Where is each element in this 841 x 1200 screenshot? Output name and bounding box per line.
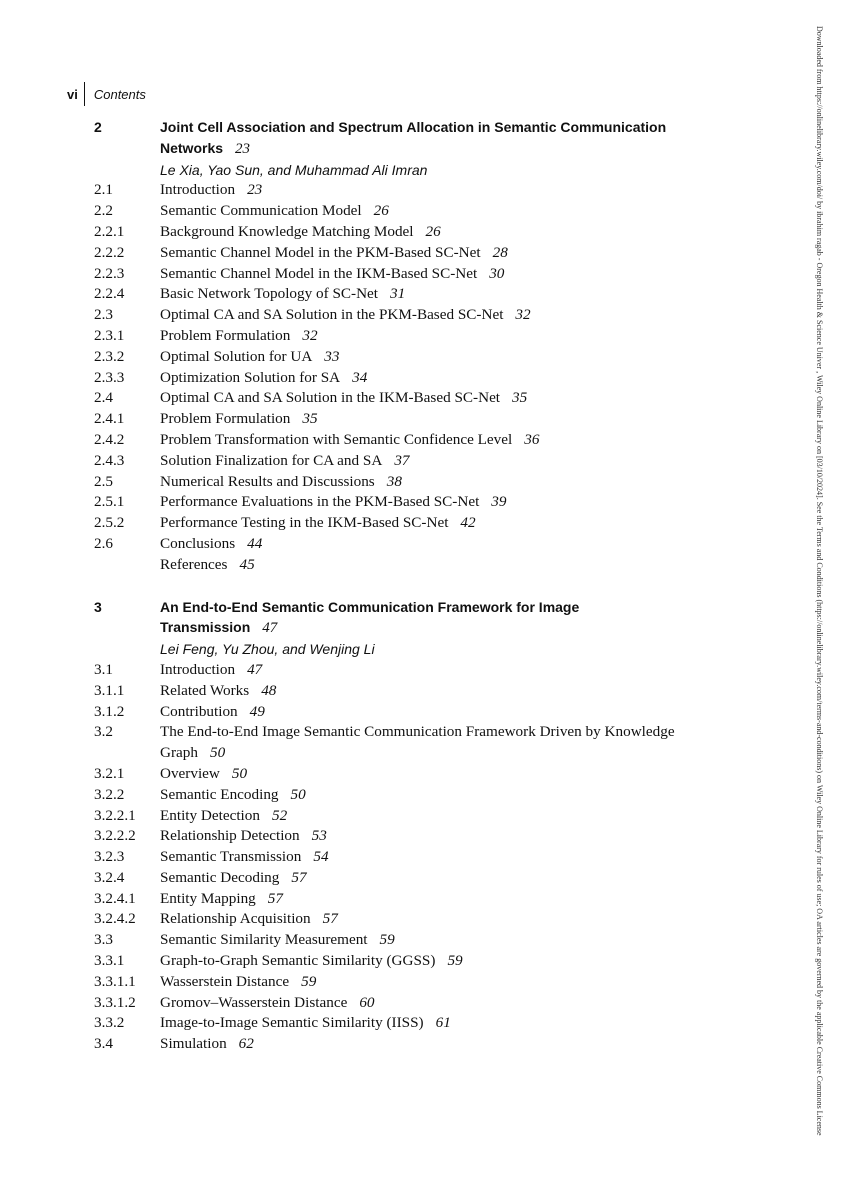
- section-title[interactable]: Optimization Solution for SA: [160, 368, 341, 386]
- section-title[interactable]: Graph: [160, 744, 198, 762]
- section-title-wrap: [160, 681, 754, 702]
- section-title-wrap: [160, 430, 754, 451]
- section-title-wrap: [160, 388, 754, 409]
- section-title-wrap: [160, 993, 754, 1014]
- section-number: 3.3: [94, 931, 113, 949]
- section-title[interactable]: Semantic Encoding: [160, 785, 279, 803]
- toc-entry[interactable]: [94, 702, 754, 723]
- section-title-wrap: [160, 847, 754, 868]
- section-number: 2.4.2: [94, 430, 125, 448]
- table-of-contents: [94, 117, 754, 1055]
- section-page-number: 32: [515, 306, 531, 324]
- toc-entry[interactable]: [94, 180, 754, 201]
- chapter-title-cont: [160, 138, 754, 160]
- section-title[interactable]: Performance Evaluations in the PKM-Based SC-Net: [160, 493, 480, 511]
- toc-entry[interactable]: [94, 889, 754, 910]
- section-number: 2.4: [94, 389, 113, 407]
- section-title-wrap: [160, 660, 754, 681]
- chapter-authors: Le Xia, Yao Sun, and Muhammad Ali Imran: [160, 161, 428, 178]
- section-title-wrap: [160, 492, 754, 513]
- section-page-number: 35: [302, 410, 318, 428]
- toc-entry[interactable]: [94, 513, 754, 534]
- section-page-number: 60: [359, 993, 375, 1011]
- section-page-number: 59: [447, 952, 463, 970]
- toc-entry[interactable]: [94, 722, 754, 743]
- section-title[interactable]: Optimal Solution for UA: [160, 347, 313, 365]
- chapter-gap: [94, 576, 754, 597]
- section-number: 3.3.1.2: [94, 993, 136, 1011]
- section-title-wrap: [160, 1013, 754, 1034]
- section-number: 3.1: [94, 660, 113, 678]
- section-page-number: 37: [394, 451, 410, 469]
- section-title[interactable]: Semantic Similarity Measurement: [160, 931, 368, 949]
- toc-entry[interactable]: [94, 660, 754, 681]
- toc-entry[interactable]: [94, 284, 754, 305]
- section-number: 3.2.3: [94, 848, 125, 866]
- section-number: 3.2.4: [94, 868, 125, 886]
- authors-indent: [94, 639, 160, 660]
- chapter-title-line2[interactable]: Transmission: [160, 619, 251, 636]
- toc-entry[interactable]: [94, 326, 754, 347]
- section-page-number: 50: [231, 764, 248, 782]
- chapter-number: 2: [94, 119, 102, 135]
- section-title-wrap: [160, 180, 754, 201]
- section-title-wrap: [160, 326, 754, 347]
- section-page-number: 50: [209, 744, 226, 762]
- section-number: 3.2.2.2: [94, 827, 136, 845]
- section-title[interactable]: Entity Mapping: [160, 889, 256, 907]
- section-title[interactable]: Problem Formulation: [160, 326, 291, 344]
- section-page-number: 32: [302, 326, 318, 344]
- toc-entry[interactable]: [94, 868, 754, 889]
- toc-entry[interactable]: [94, 305, 754, 326]
- section-page-number: 49: [249, 702, 265, 720]
- page-number: vi: [67, 86, 78, 102]
- section-number: 2.2: [94, 202, 113, 220]
- section-page-number: 50: [290, 785, 306, 803]
- section-page-number: 57: [291, 868, 307, 886]
- chapter-number-blank: [94, 617, 160, 639]
- section-number: [94, 555, 160, 576]
- section-title[interactable]: Image-to-Image Semantic Similarity (IISS): [160, 1014, 424, 1032]
- chapter-page-number: 23: [235, 140, 251, 157]
- section-title-wrap: [160, 702, 754, 723]
- section-number: 3.3.1: [94, 952, 125, 970]
- toc-entry[interactable]: [94, 764, 754, 785]
- section-number: 2.2.3: [94, 264, 125, 282]
- section-number: 3.2.2: [94, 785, 125, 803]
- chapter-number-blank: [94, 138, 160, 160]
- section-title-wrap: [160, 555, 754, 576]
- toc-entry[interactable]: [94, 972, 754, 993]
- section-title[interactable]: Problem Transformation with Semantic Confidence Level: [160, 430, 513, 448]
- section-page-number: 28: [492, 243, 508, 261]
- section-title[interactable]: Simulation: [160, 1035, 227, 1053]
- section-number: 3.2.2.1: [94, 806, 136, 824]
- section-title[interactable]: Performance Testing in the IKM-Based SC-Net: [160, 514, 449, 532]
- section-title-wrap: [160, 243, 754, 264]
- chapter-heading: [94, 117, 754, 138]
- chapter-authors: Lei Feng, Yu Zhou, and Wenjing Li: [160, 641, 375, 658]
- section-title[interactable]: Problem Formulation: [160, 410, 291, 428]
- section-title[interactable]: Solution Finalization for CA and SA: [160, 451, 383, 469]
- toc-entry[interactable]: [94, 347, 754, 368]
- section-page-number: 61: [435, 1014, 451, 1032]
- section-title-wrap: [160, 806, 754, 827]
- toc-entry[interactable]: [94, 472, 754, 493]
- toc-entry[interactable]: [94, 264, 754, 285]
- section-number: 2.4.3: [94, 451, 125, 469]
- section-title[interactable]: Entity Detection: [160, 806, 260, 824]
- section-page-number: 26: [373, 202, 389, 220]
- section-title[interactable]: Relationship Detection: [160, 827, 300, 845]
- running-title: Contents: [93, 86, 146, 102]
- section-title[interactable]: Wasserstein Distance: [160, 972, 290, 990]
- section-title-wrap: [160, 409, 754, 430]
- section-title-wrap: [160, 909, 754, 930]
- section-title[interactable]: References: [160, 555, 228, 573]
- section-title[interactable]: Semantic Decoding: [160, 868, 280, 886]
- section-title-wrap: [160, 534, 754, 555]
- section-number: 3.3.2: [94, 1014, 125, 1032]
- section-title[interactable]: Numerical Results and Discussions: [160, 472, 375, 490]
- section-title-wrap: [160, 785, 754, 806]
- section-title[interactable]: The End-to-End Image Semantic Communication Framework Driven by Knowledge: [160, 723, 675, 741]
- toc-entry[interactable]: [94, 681, 754, 702]
- section-page-number: 39: [491, 493, 507, 511]
- section-number: 2.2.1: [94, 222, 125, 240]
- toc-entry[interactable]: [94, 243, 754, 264]
- toc-entry[interactable]: [94, 826, 754, 847]
- section-title-wrap: [160, 889, 754, 910]
- section-title-wrap: [160, 451, 754, 472]
- toc-entry[interactable]: [94, 993, 754, 1014]
- section-number: 3.1.2: [94, 702, 125, 720]
- section-number: 2.2.4: [94, 285, 125, 303]
- download-notice: [812, 26, 826, 1176]
- section-title-wrap: [160, 930, 754, 951]
- section-page-number: 54: [313, 848, 329, 866]
- section-title-wrap: [160, 264, 754, 285]
- toc-entry[interactable]: [94, 451, 754, 472]
- section-page-number: 52: [271, 806, 288, 824]
- section-number: 3.2.4.1: [94, 889, 136, 907]
- section-title[interactable]: Conclusions: [160, 534, 236, 552]
- section-title[interactable]: Relationship Acquisition: [160, 910, 311, 928]
- section-number: 2.2.2: [94, 243, 125, 261]
- chapter-authors-row: [94, 639, 754, 660]
- section-page-number: 26: [425, 222, 441, 240]
- toc-entry[interactable]: [94, 409, 754, 430]
- section-title[interactable]: Basic Network Topology of SC-Net: [160, 285, 379, 303]
- section-title-wrap: [160, 222, 754, 243]
- section-page-number: 47: [247, 660, 263, 678]
- section-page-number: 53: [311, 827, 327, 845]
- section-title-wrap: [160, 764, 754, 785]
- section-number: 3.3.1.1: [94, 972, 136, 990]
- section-title[interactable]: Optimal CA and SA Solution in the PKM-Based SC-Net: [160, 306, 504, 324]
- section-title[interactable]: Gromov–Wasserstein Distance: [160, 993, 348, 1011]
- section-title[interactable]: Optimal CA and SA Solution in the IKM-Based SC-Net: [160, 389, 501, 407]
- toc-entry[interactable]: [94, 847, 754, 868]
- section-number: 2.1: [94, 181, 113, 199]
- chapter-number: 3: [94, 598, 102, 615]
- section-title-wrap: [160, 722, 754, 743]
- chapter-title-line2[interactable]: Networks: [160, 139, 224, 156]
- section-page-number: 48: [261, 681, 277, 699]
- section-title[interactable]: Semantic Channel Model in the PKM-Based SC-Net: [160, 243, 481, 261]
- section-title-wrap: [160, 201, 754, 222]
- section-number: 3.2: [94, 723, 113, 741]
- toc-entry[interactable]: [94, 951, 754, 972]
- section-page-number: 42: [460, 514, 476, 532]
- section-page-number: 33: [324, 347, 340, 365]
- section-title-wrap: [160, 951, 754, 972]
- section-page-number: 23: [247, 181, 263, 199]
- chapter-heading-cont: [94, 138, 754, 160]
- section-title[interactable]: Background Knowledge Matching Model: [160, 222, 414, 240]
- section-number: 3.2.4.2: [94, 910, 136, 928]
- toc-entry[interactable]: [94, 201, 754, 222]
- toc-entry[interactable]: [94, 555, 754, 576]
- section-title[interactable]: Semantic Transmission: [160, 848, 302, 866]
- toc-entry[interactable]: [94, 743, 754, 764]
- toc-entry[interactable]: [94, 368, 754, 389]
- section-number: 3.4: [94, 1035, 113, 1053]
- toc-entry[interactable]: [94, 430, 754, 451]
- section-title[interactable]: Semantic Channel Model in the IKM-Based SC-Net: [160, 264, 478, 282]
- toc-entry[interactable]: [94, 785, 754, 806]
- section-title[interactable]: Contribution: [160, 702, 238, 720]
- section-number: 2.3.3: [94, 368, 125, 386]
- section-page-number: 59: [301, 972, 317, 990]
- section-title-wrap: [160, 368, 754, 389]
- chapter-heading: [94, 597, 754, 618]
- section-title[interactable]: Semantic Communication Model: [160, 202, 362, 220]
- section-number: 3.1.1: [94, 681, 125, 699]
- section-title-wrap: [160, 305, 754, 326]
- section-title-wrap: [160, 743, 754, 764]
- section-title[interactable]: Overview: [160, 764, 220, 782]
- chapter-title[interactable]: Joint Cell Association and Spectrum Allocation in Semantic Communication: [160, 119, 667, 135]
- section-number: 2.3: [94, 306, 113, 324]
- section-number: 2.5: [94, 472, 113, 490]
- section-page-number: 38: [386, 472, 402, 490]
- section-page-number: 57: [267, 889, 283, 907]
- toc-entry[interactable]: [94, 806, 754, 827]
- toc-entry[interactable]: [94, 1034, 754, 1055]
- section-page-number: 57: [322, 910, 338, 928]
- section-number: [94, 743, 160, 764]
- chapter-page-number: 47: [262, 620, 278, 637]
- section-page-number: 59: [379, 931, 395, 949]
- toc-entry[interactable]: [94, 492, 754, 513]
- toc-entry[interactable]: [94, 909, 754, 930]
- section-title-wrap: [160, 972, 754, 993]
- section-page-number: 35: [512, 389, 528, 407]
- section-page-number: 31: [390, 285, 406, 303]
- section-title-wrap: [160, 284, 754, 305]
- toc-entry[interactable]: [94, 930, 754, 951]
- authors-indent: [94, 160, 160, 181]
- chapter-heading-cont: [94, 617, 754, 639]
- section-page-number: 62: [238, 1035, 254, 1053]
- header-divider: [84, 82, 85, 106]
- section-number: 3.2.1: [94, 764, 125, 782]
- download-notice-text: Downloaded from https://onlinelibrary.wiley.com/doi/ by ibrahim ragab - Oregon Health & Science Univer , Wiley Online Library on [03/10/2024]. See the Terms and Conditions (https://onlinelibrary.wiley.com/terms-and-conditions) on Wiley Online Library for rules of use; OA articles are governed by the applicable Creative Commons License: [815, 26, 824, 1136]
- section-page-number: 45: [239, 555, 255, 573]
- section-page-number: 34: [352, 368, 368, 386]
- section-number: 2.4.1: [94, 410, 125, 428]
- section-page-number: 30: [489, 264, 505, 282]
- running-header: [67, 82, 146, 106]
- chapter-title[interactable]: An End-to-End Semantic Communication Framework for Image: [160, 598, 580, 615]
- chapter-title-cont: [160, 617, 754, 639]
- section-title[interactable]: Related Works: [160, 681, 250, 699]
- section-page-number: 36: [524, 430, 540, 448]
- toc-entry[interactable]: [94, 1013, 754, 1034]
- section-number: 2.5.2: [94, 514, 125, 532]
- section-title[interactable]: Graph-to-Graph Semantic Similarity (GGSS): [160, 952, 436, 970]
- section-number: 2.3.1: [94, 326, 125, 344]
- section-title[interactable]: Introduction: [160, 660, 236, 678]
- toc-entry[interactable]: [94, 222, 754, 243]
- toc-entry[interactable]: [94, 534, 754, 555]
- section-page-number: 44: [247, 534, 263, 552]
- section-title-wrap: [160, 868, 754, 889]
- section-title-wrap: [160, 347, 754, 368]
- section-number: 2.6: [94, 534, 113, 552]
- section-title[interactable]: Introduction: [160, 181, 236, 199]
- section-number: 2.3.2: [94, 347, 125, 365]
- section-title-wrap: [160, 472, 754, 493]
- section-title-wrap: [160, 826, 754, 847]
- section-title-wrap: [160, 513, 754, 534]
- chapter-authors-row: [94, 160, 754, 181]
- section-number: 2.5.1: [94, 493, 125, 511]
- toc-entry[interactable]: [94, 388, 754, 409]
- section-title-wrap: [160, 1034, 754, 1055]
